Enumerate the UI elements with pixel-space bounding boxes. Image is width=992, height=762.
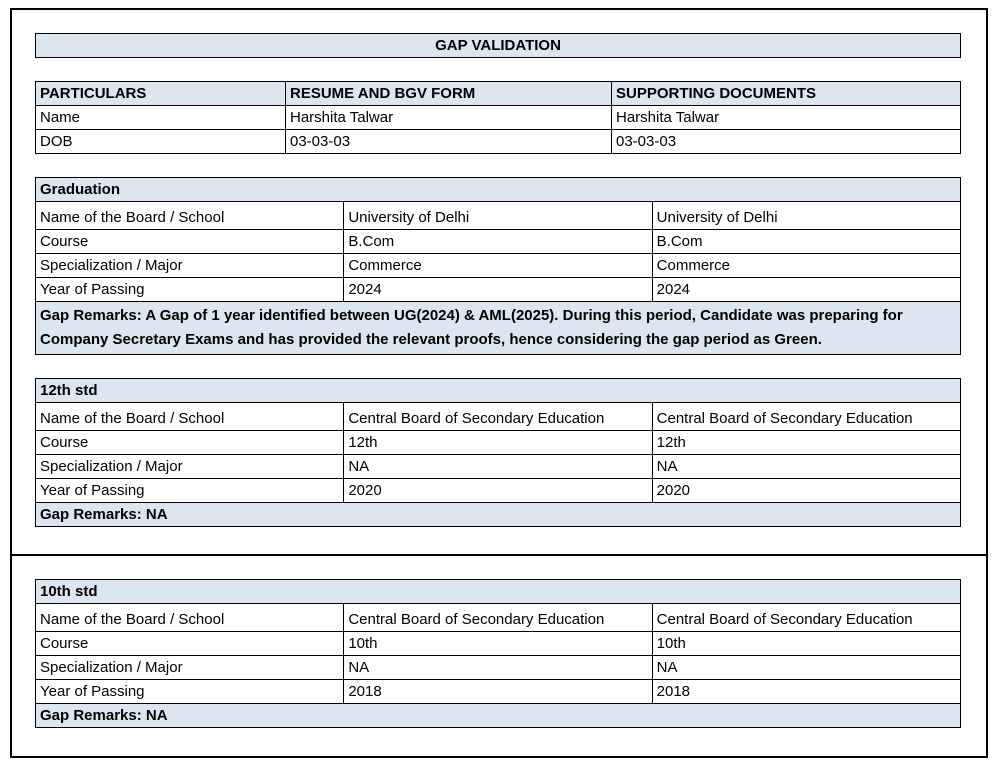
column-header-row [36,82,961,106]
section-heading-12th: 12th std [36,379,961,403]
row-label: Course [36,632,344,656]
docs-value: NA [652,656,960,680]
table-row [36,106,961,130]
section-heading-graduation: Graduation [36,178,961,202]
row-label: Course [36,431,344,455]
resume-value: 12th [344,431,652,455]
row-label: Year of Passing [36,479,344,503]
table-row [36,130,961,154]
tenth-table [35,579,961,728]
table-row [36,604,961,632]
table-row [36,403,961,431]
table-row [36,278,961,302]
resume-value: Commerce [344,254,652,278]
table-row [36,455,961,479]
section-heading-10th: 10th std [36,580,961,604]
row-label: DOB [36,130,286,154]
docs-value: Central Board of Secondary Education [652,604,960,632]
resume-value: 2018 [344,680,652,704]
gap-remarks-graduation: Gap Remarks: A Gap of 1 year identified between UG(2024) & AML(2025). During this period, Candidate was preparing for Company Secretary Exams and has provided the relevant proofs, hence considering the gap period as Green. [36,302,961,355]
table-row [36,680,961,704]
graduation-table [35,177,961,355]
column-header-docs: SUPPORTING DOCUMENTS [612,82,961,106]
table-row [36,632,961,656]
docs-value: Commerce [652,254,960,278]
resume-value: Harshita Talwar [286,106,612,130]
docs-value: 10th [652,632,960,656]
page-title: GAP VALIDATION [36,34,961,58]
table-row [36,479,961,503]
row-label: Specialization / Major [36,656,344,680]
resume-value: Central Board of Secondary Education [344,604,652,632]
resume-value: NA [344,455,652,479]
table-row [36,431,961,455]
resume-value: B.Com [344,230,652,254]
row-label: Course [36,230,344,254]
docs-value: University of Delhi [652,202,960,230]
table-row [36,656,961,680]
row-label: Name of the Board / School [36,202,344,230]
column-header-resume: RESUME AND BGV FORM [286,82,612,106]
resume-value: Central Board of Secondary Education [344,403,652,431]
docs-value: 12th [652,431,960,455]
resume-value: 10th [344,632,652,656]
docs-value: 2024 [652,278,960,302]
personal-table [35,81,961,154]
docs-value: 03-03-03 [612,130,961,154]
docs-value: NA [652,455,960,479]
docs-value: 2018 [652,680,960,704]
docs-value: B.Com [652,230,960,254]
column-header-particulars: PARTICULARS [36,82,286,106]
row-label: Year of Passing [36,680,344,704]
title-table [35,33,961,58]
docs-value: Harshita Talwar [612,106,961,130]
resume-value: 2020 [344,479,652,503]
twelfth-table [35,378,961,527]
row-label: Specialization / Major [36,254,344,278]
resume-value: NA [344,656,652,680]
docs-value: 2020 [652,479,960,503]
gap-remarks-10th: Gap Remarks: NA [36,704,961,728]
table-row [36,230,961,254]
table-row [36,254,961,278]
row-label: Year of Passing [36,278,344,302]
docs-value: Central Board of Secondary Education [652,403,960,431]
row-label: Specialization / Major [36,455,344,479]
resume-value: University of Delhi [344,202,652,230]
gap-remarks-12th: Gap Remarks: NA [36,503,961,527]
row-label: Name of the Board / School [36,604,344,632]
resume-value: 03-03-03 [286,130,612,154]
row-label: Name [36,106,286,130]
row-label: Name of the Board / School [36,403,344,431]
table-row [36,202,961,230]
resume-value: 2024 [344,278,652,302]
